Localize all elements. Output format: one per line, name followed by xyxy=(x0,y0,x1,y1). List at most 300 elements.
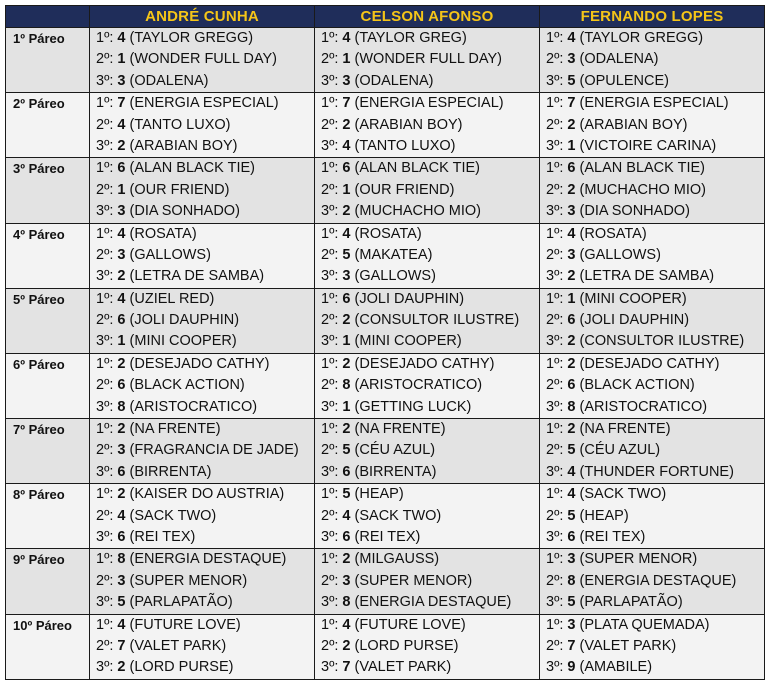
pick-line xyxy=(540,49,764,70)
placing-label: 2º: xyxy=(321,637,339,654)
race-label: 6º Páreo xyxy=(6,353,90,418)
pick-line xyxy=(540,289,764,310)
placing-label: 2º: xyxy=(96,246,114,263)
placing-label: 1º: xyxy=(546,160,564,177)
horse-number: 4 xyxy=(342,507,351,524)
placing-label: 3º: xyxy=(321,528,339,545)
horse-number: 4 xyxy=(117,30,126,46)
placing-label: 2º: xyxy=(96,507,114,524)
tipster-picks-cell xyxy=(315,28,540,93)
horse-number: 2 xyxy=(342,355,351,372)
horse-name: (DESEJADO CATHY) xyxy=(579,355,720,372)
horse-name: (AMABILE) xyxy=(579,659,653,676)
horse-name: (ARISTOCRATICO) xyxy=(579,398,708,415)
placing-label: 3º: xyxy=(546,528,564,545)
horse-name: (REI TEX) xyxy=(354,528,421,545)
pick-line xyxy=(90,71,314,92)
horse-number: 4 xyxy=(117,290,126,307)
horse-name: (ENERGIA ESPECIAL) xyxy=(354,95,504,112)
placing-label: 1º: xyxy=(96,160,114,177)
horse-number: 2 xyxy=(117,355,126,372)
placing-label: 2º: xyxy=(546,442,564,459)
tipster-picks-cell xyxy=(540,614,765,679)
horse-name: (ARABIAN BOY) xyxy=(354,116,463,133)
race-row xyxy=(6,93,765,158)
horse-number: 4 xyxy=(342,30,351,46)
pick-line xyxy=(315,71,539,92)
tipster-picks-cell xyxy=(540,93,765,158)
placing-label: 1º: xyxy=(321,30,339,46)
placing-label: 1º: xyxy=(96,225,114,242)
pick-line xyxy=(540,527,764,548)
pick-line xyxy=(540,375,764,396)
placing-label: 1º: xyxy=(96,355,114,372)
race-row xyxy=(6,158,765,223)
placing-label: 3º: xyxy=(546,268,564,285)
placing-label: 1º: xyxy=(96,486,114,503)
horse-number: 2 xyxy=(342,637,351,654)
horse-number: 5 xyxy=(567,507,576,524)
horse-number: 6 xyxy=(567,528,576,545)
placing-label: 3º: xyxy=(546,72,564,89)
horse-name: (MINI COOPER) xyxy=(579,290,687,307)
horse-number: 7 xyxy=(567,637,576,654)
placing-label: 3º: xyxy=(96,463,114,480)
tipster-picks-cell xyxy=(315,223,540,288)
horse-number: 4 xyxy=(567,30,576,46)
race-label: 3º Páreo xyxy=(6,158,90,223)
horse-name: (BIRRENTA) xyxy=(354,463,437,480)
horse-name: (ENERGIA DESTAQUE) xyxy=(354,594,512,611)
pick-line xyxy=(540,224,764,245)
placing-label: 3º: xyxy=(321,463,339,480)
tipster-picks-cell xyxy=(90,288,315,353)
horse-name: (MILGAUSS) xyxy=(354,551,440,568)
horse-number: 5 xyxy=(342,246,351,263)
horse-name: (NA FRENTE) xyxy=(129,421,221,438)
horse-name: (VALET PARK) xyxy=(354,659,452,676)
horse-name: (SACK TWO) xyxy=(129,507,217,524)
horse-name: (VICTOIRE CARINA) xyxy=(579,137,717,154)
pick-line xyxy=(315,506,539,527)
horse-number: 3 xyxy=(117,246,126,263)
tipster-picks-cell xyxy=(315,353,540,418)
horse-number: 2 xyxy=(117,421,126,438)
placing-label: 2º: xyxy=(546,116,564,133)
horse-name: (PARLAPATÃO) xyxy=(129,594,233,611)
horse-number: 4 xyxy=(342,137,351,154)
horse-name: (GALLOWS) xyxy=(579,246,661,263)
placing-label: 3º: xyxy=(321,659,339,676)
horse-name: (VALET PARK) xyxy=(579,637,677,654)
horse-name: (BIRRENTA) xyxy=(129,463,212,480)
placing-label: 3º: xyxy=(546,463,564,480)
tipster-picks-cell xyxy=(90,549,315,614)
horse-number: 2 xyxy=(342,551,351,568)
horse-name: (ROSATA) xyxy=(579,225,647,242)
pick-line xyxy=(540,136,764,157)
horse-number: 4 xyxy=(567,463,576,480)
pick-line xyxy=(315,375,539,396)
pick-line xyxy=(315,636,539,657)
header-row xyxy=(6,6,765,28)
tipster-picks-cell xyxy=(315,484,540,549)
pick-line xyxy=(540,549,764,570)
horse-number: 2 xyxy=(567,333,576,350)
placing-label: 3º: xyxy=(546,398,564,415)
placing-label: 2º: xyxy=(546,637,564,654)
placing-label: 1º: xyxy=(321,160,339,177)
horse-number: 6 xyxy=(342,160,351,177)
horse-number: 2 xyxy=(567,181,576,198)
pick-line xyxy=(90,354,314,375)
horse-name: (TAYLOR GREG) xyxy=(354,30,467,46)
pick-line xyxy=(315,158,539,179)
pick-line xyxy=(540,331,764,352)
horse-name: (WONDER FULL DAY) xyxy=(354,51,502,68)
horse-number: 5 xyxy=(117,594,126,611)
pick-line xyxy=(90,201,314,222)
pick-line xyxy=(315,115,539,136)
horse-number: 4 xyxy=(117,616,126,633)
placing-label: 1º: xyxy=(321,551,339,568)
pick-line xyxy=(90,289,314,310)
horse-number: 4 xyxy=(567,225,576,242)
race-row xyxy=(6,28,765,93)
placing-label: 1º: xyxy=(546,486,564,503)
horse-number: 5 xyxy=(567,442,576,459)
pick-line xyxy=(90,158,314,179)
horse-number: 2 xyxy=(342,116,351,133)
horse-name: (PLATA QUEMADA) xyxy=(579,616,710,633)
tipster-picks-cell xyxy=(540,353,765,418)
pick-line xyxy=(540,636,764,657)
pick-line xyxy=(315,484,539,505)
placing-label: 3º: xyxy=(321,333,339,350)
horse-name: (REI TEX) xyxy=(129,528,196,545)
horse-number: 8 xyxy=(117,551,126,568)
horse-number: 2 xyxy=(567,116,576,133)
pick-line xyxy=(540,180,764,201)
pick-line xyxy=(315,201,539,222)
tipster-picks-cell xyxy=(90,614,315,679)
placing-label: 3º: xyxy=(546,594,564,611)
pick-line xyxy=(90,28,314,49)
horse-name: (ARABIAN BOY) xyxy=(129,137,238,154)
pick-line xyxy=(90,245,314,266)
horse-name: (MUCHACHO MIO) xyxy=(579,181,706,198)
pick-line xyxy=(540,158,764,179)
horse-number: 2 xyxy=(342,203,351,220)
pick-line xyxy=(540,201,764,222)
tipster-picks-cell xyxy=(315,288,540,353)
horse-number: 1 xyxy=(117,51,126,68)
race-row xyxy=(6,614,765,679)
horse-name: (SACK TWO) xyxy=(579,486,667,503)
horse-number: 3 xyxy=(117,72,126,89)
horse-name: (VALET PARK) xyxy=(129,637,227,654)
horse-number: 7 xyxy=(117,95,126,112)
horse-number: 8 xyxy=(567,398,576,415)
pick-line xyxy=(90,93,314,114)
horse-name: (JOLI DAUPHIN) xyxy=(579,312,690,329)
race-row xyxy=(6,288,765,353)
horse-number: 7 xyxy=(567,95,576,112)
horse-name: (THUNDER FORTUNE) xyxy=(579,463,734,480)
horse-name: (LETRA DE SAMBA) xyxy=(579,268,715,285)
tipster-picks-cell xyxy=(540,484,765,549)
horse-number: 6 xyxy=(567,377,576,394)
header-tipster: ANDRÉ CUNHA xyxy=(90,6,315,28)
header-tipster: CELSON AFONSO xyxy=(315,6,540,28)
race-label: 10º Páreo xyxy=(6,614,90,679)
placing-label: 3º: xyxy=(321,268,339,285)
horse-number: 6 xyxy=(342,463,351,480)
horse-name: (REI TEX) xyxy=(579,528,646,545)
horse-name: (DESEJADO CATHY) xyxy=(354,355,495,372)
horse-number: 3 xyxy=(567,203,576,220)
horse-name: (CONSULTOR ILUSTRE) xyxy=(354,312,520,329)
horse-name: (MUCHACHO MIO) xyxy=(354,203,481,220)
horse-number: 2 xyxy=(342,312,351,329)
horse-name: (HEAP) xyxy=(354,486,404,503)
placing-label: 2º: xyxy=(546,246,564,263)
placing-label: 2º: xyxy=(321,116,339,133)
pick-line xyxy=(540,615,764,636)
pick-line xyxy=(90,636,314,657)
placing-label: 1º: xyxy=(546,355,564,372)
pick-line xyxy=(540,71,764,92)
horse-number: 4 xyxy=(117,116,126,133)
placing-label: 2º: xyxy=(96,312,114,329)
placing-label: 1º: xyxy=(96,290,114,307)
horse-number: 1 xyxy=(567,137,576,154)
placing-label: 1º: xyxy=(546,225,564,242)
placing-label: 1º: xyxy=(546,616,564,633)
horse-number: 7 xyxy=(117,637,126,654)
horse-name: (TANTO LUXO) xyxy=(354,137,456,154)
pick-line xyxy=(315,592,539,613)
placing-label: 3º: xyxy=(96,72,114,89)
pick-line xyxy=(540,592,764,613)
race-label: 2º Páreo xyxy=(6,93,90,158)
horse-name: (ENERGIA ESPECIAL) xyxy=(579,95,729,112)
placing-label: 2º: xyxy=(546,377,564,394)
placing-label: 3º: xyxy=(96,659,114,676)
horse-number: 1 xyxy=(117,181,126,198)
placing-label: 2º: xyxy=(321,507,339,524)
horse-number: 4 xyxy=(342,616,351,633)
race-row xyxy=(6,549,765,614)
pick-line xyxy=(90,310,314,331)
pick-line xyxy=(90,527,314,548)
pick-line xyxy=(315,93,539,114)
placing-label: 1º: xyxy=(96,95,114,112)
tipster-picks-cell xyxy=(540,419,765,484)
horse-name: (ALAN BLACK TIE) xyxy=(129,160,255,177)
horse-name: (FRAGRANCIA DE JADE) xyxy=(129,442,299,459)
pick-line xyxy=(315,549,539,570)
horse-number: 2 xyxy=(567,268,576,285)
placing-label: 2º: xyxy=(321,572,339,589)
pick-line xyxy=(90,419,314,440)
tipster-picks-cell xyxy=(540,549,765,614)
placing-label: 3º: xyxy=(96,398,114,415)
placing-label: 3º: xyxy=(96,203,114,220)
horse-number: 3 xyxy=(567,51,576,68)
tipster-picks-cell xyxy=(90,158,315,223)
horse-name: (ODALENA) xyxy=(129,72,209,89)
pick-line xyxy=(315,266,539,287)
horse-name: (ROSATA) xyxy=(354,225,422,242)
tipster-picks-cell xyxy=(315,158,540,223)
placing-label: 1º: xyxy=(321,290,339,307)
pick-line xyxy=(90,592,314,613)
pick-line xyxy=(90,615,314,636)
pick-line xyxy=(90,462,314,483)
horse-name: (TAYLOR GREGG) xyxy=(129,30,254,46)
horse-number: 5 xyxy=(342,442,351,459)
race-row xyxy=(6,353,765,418)
pick-line xyxy=(90,397,314,418)
horse-number: 7 xyxy=(342,659,351,676)
tipster-picks-cell xyxy=(315,614,540,679)
placing-label: 2º: xyxy=(321,246,339,263)
placing-label: 1º: xyxy=(546,290,564,307)
placing-label: 3º: xyxy=(96,137,114,154)
horse-number: 3 xyxy=(117,572,126,589)
horse-name: (ROSATA) xyxy=(129,225,197,242)
horse-number: 1 xyxy=(342,51,351,68)
placing-label: 2º: xyxy=(321,312,339,329)
horse-number: 5 xyxy=(567,594,576,611)
pick-line xyxy=(90,115,314,136)
horse-name: (JOLI DAUPHIN) xyxy=(129,312,240,329)
horse-number: 2 xyxy=(117,137,126,154)
pick-line xyxy=(540,506,764,527)
pick-line xyxy=(315,289,539,310)
placing-label: 1º: xyxy=(321,616,339,633)
horse-name: (ARISTOCRATICO) xyxy=(129,398,258,415)
pick-line xyxy=(90,571,314,592)
placing-label: 2º: xyxy=(96,572,114,589)
placing-label: 1º: xyxy=(321,355,339,372)
horse-number: 6 xyxy=(117,463,126,480)
horse-number: 6 xyxy=(342,290,351,307)
horse-name: (UZIEL RED) xyxy=(129,290,215,307)
placing-label: 2º: xyxy=(546,507,564,524)
horse-number: 6 xyxy=(567,312,576,329)
horse-name: (MAKATEA) xyxy=(354,246,433,263)
placing-label: 3º: xyxy=(321,137,339,154)
pick-line xyxy=(90,549,314,570)
horse-number: 4 xyxy=(117,225,126,242)
placing-label: 3º: xyxy=(546,137,564,154)
pick-line xyxy=(90,484,314,505)
horse-name: (ALAN BLACK TIE) xyxy=(579,160,705,177)
placing-label: 1º: xyxy=(96,421,114,438)
horse-name: (DIA SONHADO) xyxy=(579,203,690,220)
horse-name: (MINI COOPER) xyxy=(129,333,237,350)
horse-number: 2 xyxy=(117,486,126,503)
pick-line xyxy=(315,571,539,592)
pick-line xyxy=(90,266,314,287)
horse-number: 8 xyxy=(342,594,351,611)
horse-name: (ALAN BLACK TIE) xyxy=(354,160,480,177)
horse-number: 2 xyxy=(342,421,351,438)
placing-label: 3º: xyxy=(96,528,114,545)
race-row xyxy=(6,223,765,288)
pick-line xyxy=(90,440,314,461)
race-row xyxy=(6,419,765,484)
placing-label: 3º: xyxy=(96,268,114,285)
race-label: 9º Páreo xyxy=(6,549,90,614)
tipster-picks-cell xyxy=(315,549,540,614)
horse-name: (MINI COOPER) xyxy=(354,333,462,350)
horse-number: 3 xyxy=(342,268,351,285)
horse-name: (SUPER MENOR) xyxy=(354,572,473,589)
race-label: 1º Páreo xyxy=(6,28,90,93)
horse-name: (SUPER MENOR) xyxy=(579,551,698,568)
horse-number: 4 xyxy=(342,225,351,242)
horse-number: 8 xyxy=(117,398,126,415)
pick-line xyxy=(315,49,539,70)
placing-label: 1º: xyxy=(321,486,339,503)
horse-name: (OPULENCE) xyxy=(579,72,669,89)
horse-number: 1 xyxy=(342,333,351,350)
placing-label: 2º: xyxy=(321,442,339,459)
tipster-picks-cell xyxy=(90,419,315,484)
pick-line xyxy=(540,28,764,49)
pick-line xyxy=(315,331,539,352)
horse-name: (HEAP) xyxy=(579,507,629,524)
pick-line xyxy=(540,245,764,266)
horse-number: 3 xyxy=(117,442,126,459)
horse-number: 3 xyxy=(342,572,351,589)
horse-number: 6 xyxy=(117,312,126,329)
placing-label: 3º: xyxy=(96,333,114,350)
horse-name: (ARISTOCRATICO) xyxy=(354,377,483,394)
placing-label: 1º: xyxy=(321,95,339,112)
pick-line xyxy=(315,136,539,157)
placing-label: 3º: xyxy=(321,594,339,611)
horse-number: 2 xyxy=(567,355,576,372)
horse-number: 2 xyxy=(117,268,126,285)
horse-number: 5 xyxy=(342,486,351,503)
horse-name: (LORD PURSE) xyxy=(354,637,459,654)
pick-line xyxy=(315,615,539,636)
placing-label: 3º: xyxy=(546,203,564,220)
horse-name: (ARABIAN BOY) xyxy=(579,116,688,133)
pick-line xyxy=(540,115,764,136)
horse-name: (TANTO LUXO) xyxy=(129,116,231,133)
tipster-picks-cell xyxy=(540,288,765,353)
horse-number: 5 xyxy=(567,72,576,89)
horse-number: 8 xyxy=(567,572,576,589)
horse-name: (OUR FRIEND) xyxy=(354,181,455,198)
placing-label: 2º: xyxy=(546,181,564,198)
horse-number: 6 xyxy=(117,160,126,177)
pick-line xyxy=(90,331,314,352)
pick-line xyxy=(315,657,539,678)
pick-line xyxy=(90,180,314,201)
horse-name: (ODALENA) xyxy=(579,51,659,68)
placing-label: 2º: xyxy=(96,51,114,68)
tipster-picks-cell xyxy=(90,93,315,158)
tipster-picks-cell xyxy=(315,93,540,158)
placing-label: 2º: xyxy=(321,51,339,68)
horse-name: (WONDER FULL DAY) xyxy=(129,51,277,68)
